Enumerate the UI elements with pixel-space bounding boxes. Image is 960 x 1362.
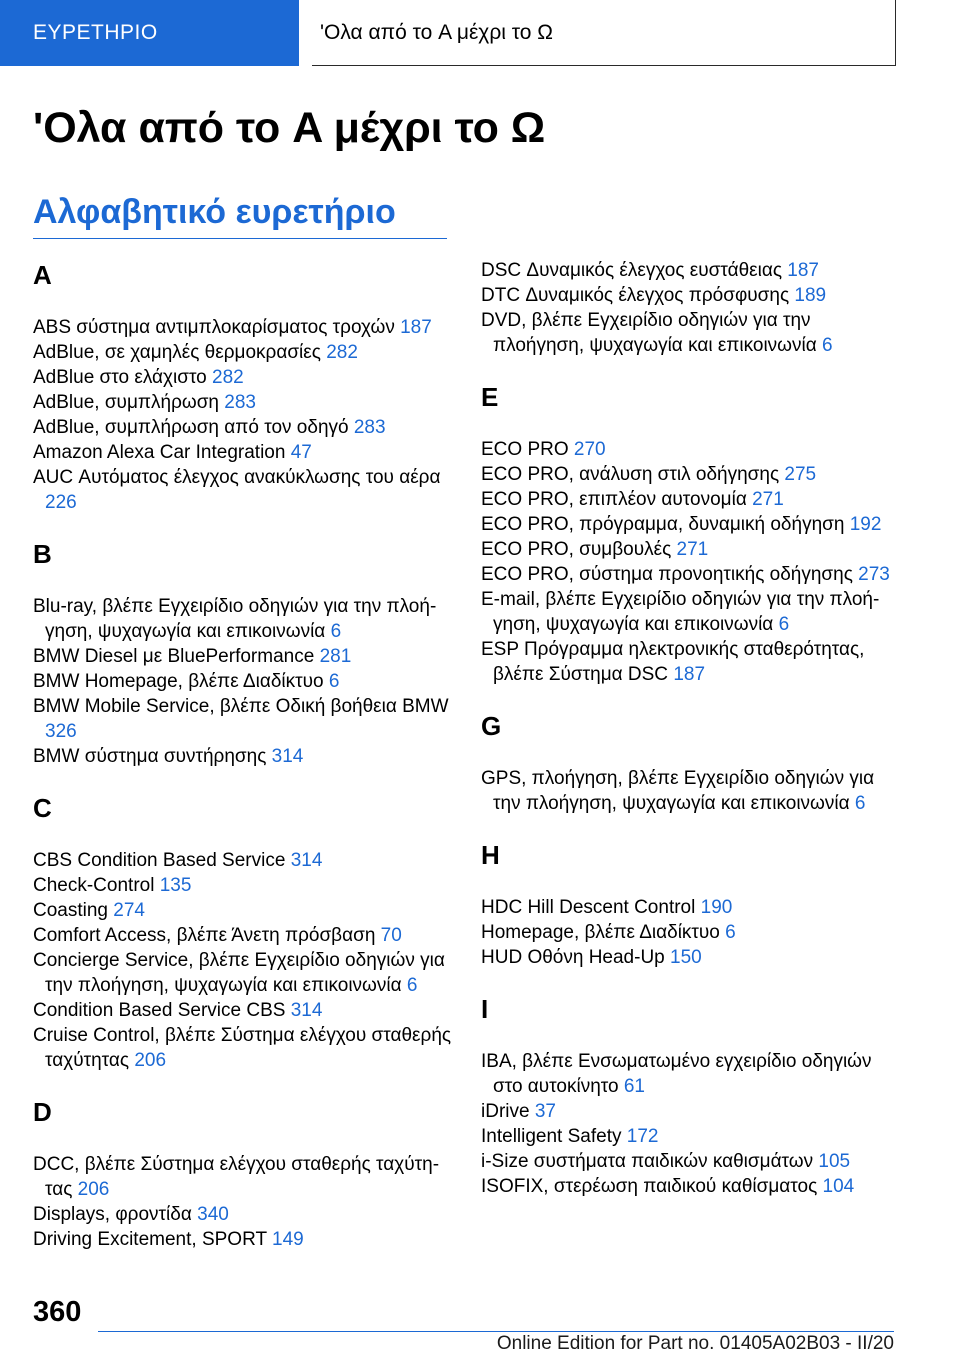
index-entry-page-link[interactable]: 6: [822, 335, 833, 356]
index-entry: [33, 1023, 458, 1073]
index-entry-text: ECO PRO: [481, 439, 569, 460]
index-entry-text: E-mail, βλέπε Εγχειρίδιο οδηγιών για την πλοήγηση, ψυχαγωγία και επικοινωνία: [481, 589, 880, 635]
index-entry: [33, 440, 458, 465]
index-entry-page-link[interactable]: 281: [319, 646, 352, 667]
index-entry-page-link[interactable]: 206: [77, 1179, 110, 1200]
index-entry: [481, 920, 906, 945]
index-entry-text: DCC, βλέπε Σύστημα ελέγχου σταθερής ταχύτητας: [33, 1154, 440, 1200]
index-entry-page-link[interactable]: 47: [290, 442, 312, 463]
index-group: [481, 258, 906, 358]
index-entry-page-link[interactable]: 6: [725, 922, 736, 943]
page-title: 'Ολα από το A μέχρι το Ω: [33, 104, 546, 152]
index-entry-text: AUC Αυτόματος έλεγχος ανακύκλωσης του αέρα: [33, 467, 441, 488]
index-group: [481, 992, 906, 1199]
index-entry-page-link[interactable]: 187: [673, 664, 706, 685]
index-entry-page-link[interactable]: 340: [197, 1204, 229, 1225]
index-entry: [33, 848, 458, 873]
index-entry-text: ECO PRO, συμβουλές: [481, 539, 672, 560]
index-entry-page-link[interactable]: 104: [822, 1176, 855, 1197]
index-entry-text: DTC Δυναμικός έλεγχος πρόσφυσης: [481, 285, 790, 306]
index-entry: [481, 1174, 906, 1199]
index-entry-page-link[interactable]: 271: [676, 539, 709, 560]
index-group: [33, 1095, 458, 1252]
index-entry: [33, 669, 458, 694]
index-entry-text: CBS Condition Based Service: [33, 850, 286, 871]
index-entry-text: DVD, βλέπε Εγχειρίδιο οδηγιών για την πλοήγηση, ψυχαγωγία και επικοινωνία: [481, 310, 817, 356]
index-entry: [481, 283, 906, 308]
index-entry-text: ISOFIX, στερέωση παιδικού καθίσματος: [481, 1176, 818, 1197]
index-entry-page-link[interactable]: 275: [784, 464, 817, 485]
index-letter-heading: E: [481, 382, 499, 412]
index-entry-page-link[interactable]: 187: [400, 317, 432, 338]
index-entry: [33, 594, 458, 644]
index-letter-heading: D: [33, 1097, 52, 1127]
index-entry-page-link[interactable]: 150: [670, 947, 702, 968]
index-entry-text: Homepage, βλέπε Διαδίκτυο: [481, 922, 720, 943]
index-entry-text: Amazon Alexa Car Integration: [33, 442, 286, 463]
index-entry: [481, 1149, 906, 1174]
index-entry: [33, 873, 458, 898]
index-entry: [33, 340, 458, 365]
index-entry-text: AdBlue, συμπλήρωση: [33, 392, 220, 413]
index-entry: [481, 562, 906, 587]
index-entry-text: BMW Mobile Service, βλέπε Οδική βοήθεια BMW: [33, 696, 449, 717]
index-entry: [481, 462, 906, 487]
index-entry-text: Concierge Service, βλέπε Εγχειρίδιο οδηγιών για την πλοήγηση, ψυχαγωγία και επικοινωνία: [33, 950, 445, 996]
index-entry: [33, 1152, 458, 1202]
index-entry-text: Condition Based Service CBS: [33, 1000, 286, 1021]
index-entry-page-link[interactable]: 189: [794, 285, 827, 306]
index-entry: [33, 390, 458, 415]
index-entry: [481, 1099, 906, 1124]
index-entry-text: AdBlue στο ελάχιστο: [33, 367, 207, 388]
index-entry-page-link[interactable]: 326: [45, 721, 77, 742]
index-entry: [33, 694, 458, 744]
index-entry: [33, 315, 458, 340]
index-entry-page-link[interactable]: 273: [858, 564, 890, 585]
index-entry-page-link[interactable]: 6: [854, 793, 866, 814]
index-entry-text: HDC Hill Descent Control: [481, 897, 696, 918]
index-entry-text: DSC Δυναμικός έλεγχος ευστάθειας: [481, 260, 783, 281]
index-entry-page-link[interactable]: 314: [290, 850, 323, 871]
index-entry-text: BMW Homepage, βλέπε Διαδίκτυο: [33, 671, 324, 692]
index-entry-text: Coasting: [33, 900, 108, 921]
index-entry: [33, 644, 458, 669]
index-entry-page-link[interactable]: 206: [134, 1050, 167, 1071]
index-entry: [481, 587, 906, 637]
index-entry-text: i-Size συστήματα παιδικών καθισμάτων: [481, 1151, 814, 1172]
index-letter-heading: I: [481, 994, 489, 1024]
index-group: [33, 791, 458, 1073]
index-entry: [33, 465, 458, 515]
index-entry-text: AdBlue, συμπλήρωση από τον οδηγό: [33, 417, 349, 438]
index-entry: [481, 258, 906, 283]
footer-edition: Online Edition for Part no. 01405A02B03 - II/20: [496, 1333, 894, 1354]
index-entry: [481, 637, 906, 687]
index-entry: [481, 437, 906, 462]
header-breadcrumb-text: 'Ολα από το A μέχρι το Ω: [320, 20, 553, 44]
index-group: [33, 537, 458, 769]
index-entry-text: Intelligent Safety: [481, 1126, 622, 1147]
index-entry-page-link[interactable]: 192: [849, 514, 882, 535]
index-column-right: [481, 258, 906, 1199]
index-entry: [33, 898, 458, 923]
index-entry-page-link[interactable]: 314: [271, 746, 304, 767]
index-entry-text: GPS, πλοήγηση, βλέπε Εγχειρίδιο οδηγιών για την πλοήγηση, ψυχαγωγία και επικοινωνία: [481, 768, 875, 814]
index-entry-text: Check-Control: [33, 875, 155, 896]
index-entry-text: HUD Οθόνη Head-Up: [481, 947, 665, 968]
header-index-tab-label: ΕΥΡΕΤΗΡΙΟ: [33, 21, 158, 44]
index-entry-page-link[interactable]: 314: [290, 1000, 323, 1021]
index-entry: [481, 308, 906, 358]
index-entry-page-link[interactable]: 37: [534, 1101, 556, 1122]
index-entry: [33, 998, 458, 1023]
header-breadcrumb: [312, 0, 896, 66]
index-entry-page-link[interactable]: 172: [626, 1126, 659, 1147]
index-entry-text: ECO PRO, επιπλέον αυτονομία: [481, 489, 747, 510]
footer-divider: [98, 1331, 894, 1332]
index-entry-page-link[interactable]: 187: [787, 260, 819, 281]
index-entry-text: Blu-ray, βλέπε Εγχειρίδιο οδηγιών για την πλοήγηση, ψυχαγωγία και επικοινωνία: [33, 596, 437, 642]
index-entry-text: ECO PRO, ανάλυση στιλ οδήγησης: [481, 464, 780, 485]
index-letter-heading: C: [33, 793, 52, 823]
index-entry-page-link[interactable]: 149: [272, 1229, 304, 1250]
index-group: [481, 709, 906, 816]
index-entry-page-link[interactable]: 70: [380, 925, 402, 946]
index-entry-page-link[interactable]: 283: [224, 392, 256, 413]
index-entry-text: ESP Πρόγραμμα ηλεκτρονικής σταθερότητας, βλέπε Σύστημα DSC: [481, 639, 865, 685]
index-entry-text: Cruise Control, βλέπε Σύστημα ελέγχου σταθερής ταχύτητας: [33, 1025, 452, 1071]
index-entry-text: ECO PRO, πρόγραμμα, δυναμική οδήγηση: [481, 514, 845, 535]
index-entry-text: BMW σύστημα συντήρησης: [33, 746, 267, 767]
index-letter-heading: A: [33, 260, 52, 290]
index-entry: [481, 945, 906, 970]
index-entry-page-link[interactable]: 105: [818, 1151, 851, 1172]
index-entry: [33, 415, 458, 440]
index-entry-page-link[interactable]: 271: [752, 489, 784, 510]
index-entry: [33, 923, 458, 948]
index-entry-text: ECO PRO, σύστημα προνοητικής οδήγησης: [481, 564, 853, 585]
index-entry: [481, 1124, 906, 1149]
index-entry: [33, 744, 458, 769]
index-entry: [33, 1227, 458, 1252]
index-letter-heading: G: [481, 711, 502, 741]
index-entry: [481, 537, 906, 562]
index-entry-page-link[interactable]: 190: [700, 897, 733, 918]
index-entry-page-link[interactable]: 270: [573, 439, 606, 460]
index-entry-page-link[interactable]: 274: [113, 900, 145, 921]
index-entry-page-link[interactable]: 282: [212, 367, 244, 388]
index-entry: [33, 365, 458, 390]
index-entry-text: AdBlue, σε χαμηλές θερμοκρασίες: [33, 342, 321, 363]
index-entry-text: BMW Diesel με BluePerformance: [33, 646, 315, 667]
index-entry: [481, 895, 906, 920]
index-entry: [481, 512, 906, 537]
index-entry-page-link[interactable]: 6: [778, 614, 790, 635]
index-entry: [481, 487, 906, 512]
index-group: [33, 258, 458, 515]
index-group: [481, 838, 906, 970]
index-entry-page-link[interactable]: 135: [159, 875, 192, 896]
index-entry: [33, 948, 458, 998]
index-entry-text: iDrive: [481, 1101, 530, 1122]
index-entry-page-link[interactable]: 282: [326, 342, 358, 363]
index-entry-page-link[interactable]: 226: [45, 492, 77, 513]
index-entry: [33, 1202, 458, 1227]
index-entry-page-link[interactable]: 6: [406, 975, 418, 996]
index-entry: [481, 1049, 906, 1099]
index-entry-text: Comfort Access, βλέπε Άνετη πρόσβαση: [33, 925, 376, 946]
index-group: [481, 380, 906, 687]
index-entry-text: ABS σύστημα αντιμπλοκαρίσματος τροχών: [33, 317, 395, 338]
index-entry-page-link[interactable]: 283: [353, 417, 386, 438]
index-entry-page-link[interactable]: 6: [330, 621, 342, 642]
header-index-tab[interactable]: [0, 0, 299, 66]
index-letter-heading: B: [33, 539, 52, 569]
index-entry-page-link[interactable]: 6: [328, 671, 340, 692]
index-entry-text: IBA, βλέπε Ενσωματωμένο εγχειρίδιο οδηγιών στο αυτοκίνητο: [481, 1051, 872, 1097]
index-entry-page-link[interactable]: 61: [623, 1076, 645, 1097]
index-entry-text: Driving Excitement, SPORT: [33, 1229, 267, 1250]
index-letter-heading: H: [481, 840, 500, 870]
index-entry: [481, 766, 906, 816]
index-entry-text: Displays, φροντίδα: [33, 1204, 192, 1225]
section-heading: Αλφαβητικό ευρετήριο: [33, 193, 447, 239]
page-number: 360: [33, 1296, 82, 1328]
index-column-left: [33, 258, 458, 1252]
